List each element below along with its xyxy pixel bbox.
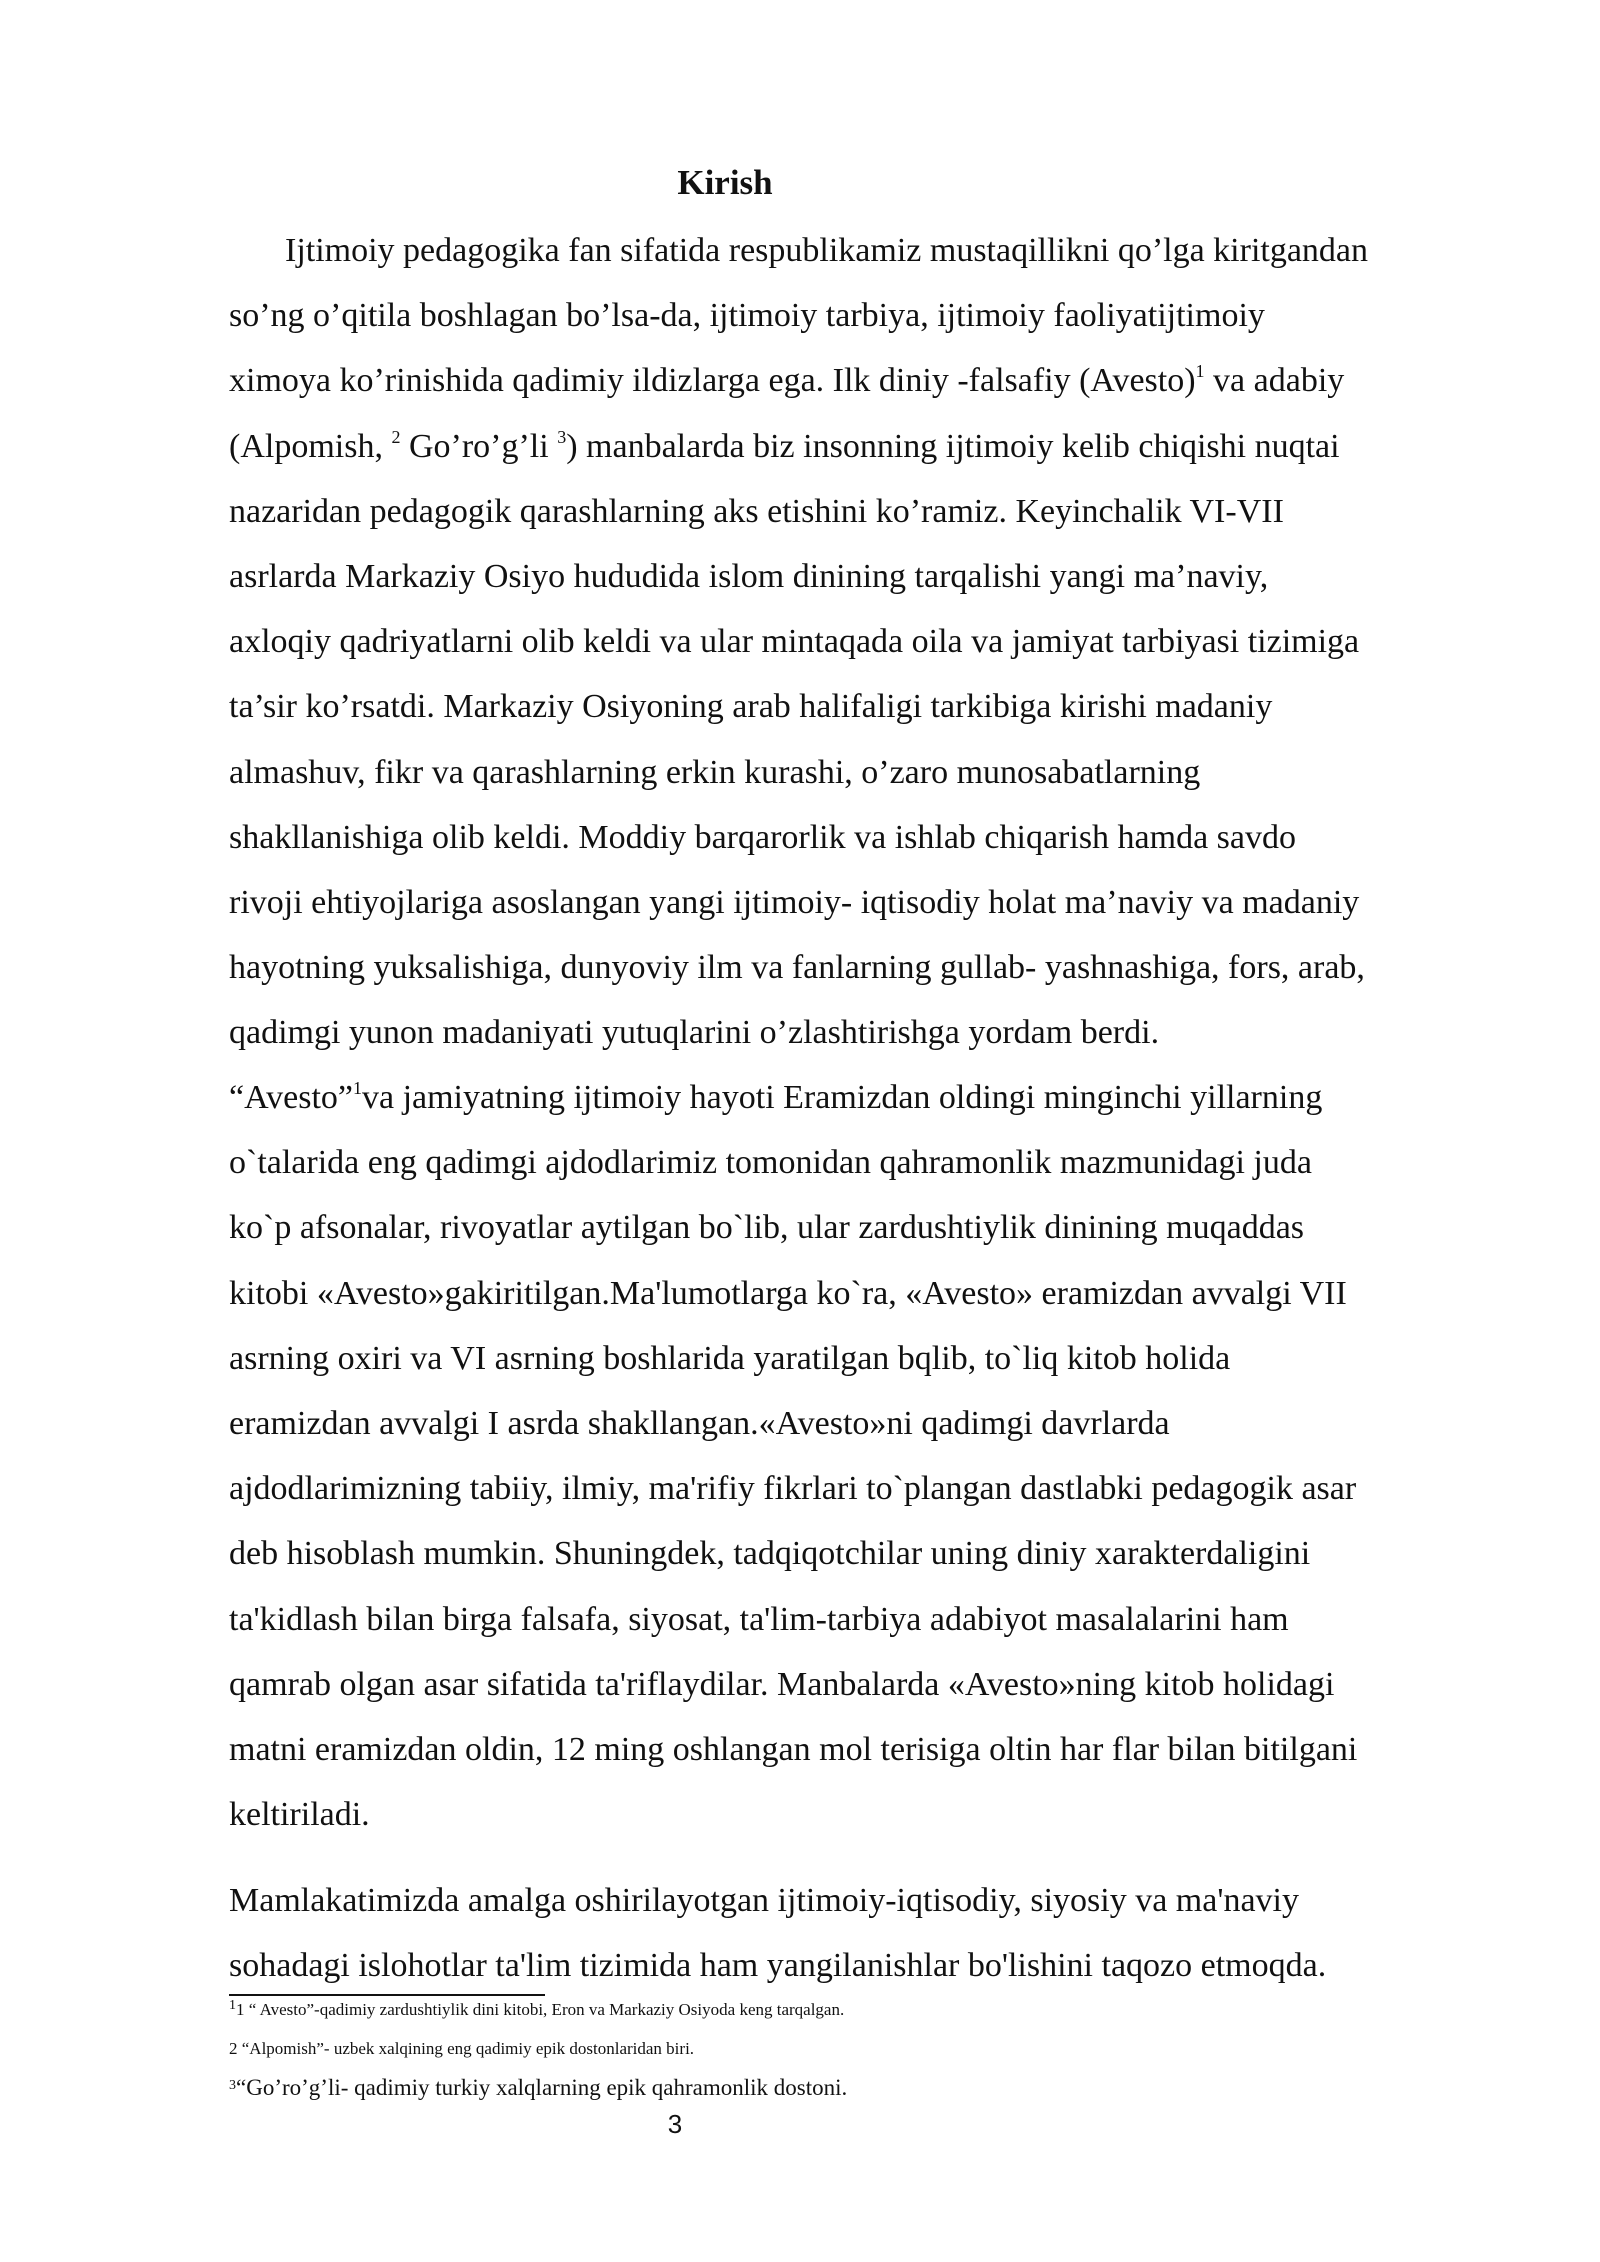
text-line: axloqiy qadriyatlarni olib keldi va ular mintaqada oila va jamiyat tarbiyasi tizimiga xyxy=(229,623,1360,661)
paragraph-avesto xyxy=(229,1065,1499,1847)
text-fragment: “Avesto” xyxy=(229,1079,353,1116)
text-line: ta'kidlash bilan birga falsafa, siyosat, ta'lim-tarbiya adabiyot masalalarini ham xyxy=(229,1600,1289,1638)
paragraph-reforms xyxy=(229,1868,1499,1998)
footnote-mark: 3 xyxy=(229,2078,236,2093)
footnote-ref-2: 2 xyxy=(391,426,401,447)
text-line: deb hisoblash mumkin. Shuningdek, tadqiqotchilar uning diniy xarakterdaligini xyxy=(229,1535,1311,1573)
text-line: ko`p afsonalar, rivoyatlar aytilgan bo`lib, ular zardushtiylik dinining muqaddas xyxy=(229,1209,1305,1247)
text-line: matni eramizdan oldin, 12 ming oshlangan mol terisiga oltin har flar bilan bitilgani xyxy=(229,1731,1358,1769)
text-fragment: Go’ro’g’li xyxy=(400,427,558,465)
footnote-ref-1: 1 xyxy=(352,1078,362,1098)
text-fragment: ximoya ko’rinishida qadimiy ildizlarga ega. Ilk diniy -falsafiy (Avesto) xyxy=(229,362,1196,400)
text-line: rivoji ehtiyojlariga asoslangan yangi ijtimoiy- iqtisodiy holat ma’naviy va madaniy xyxy=(229,884,1360,922)
text-line xyxy=(229,348,1499,413)
text-line: Ijtimoiy pedagogika fan sifatida respublikamiz mustaqillikni qo’lga kiritgandan xyxy=(285,232,1369,269)
text-line xyxy=(229,414,1499,479)
text-line: keltiriladi. xyxy=(229,1796,370,1834)
text-line: eramizdan avvalgi I asrda shakllangan.«Avesto»ni qadimgi davrlarda xyxy=(229,1405,1170,1443)
footnote-separator xyxy=(229,1994,545,1996)
text-fragment: va adabiy xyxy=(1204,362,1345,400)
footnote-text: 2 “Alpomish”- uzbek xalqining eng qadimiy epik dostonlaridan biri. xyxy=(229,2039,695,2058)
paragraph-intro xyxy=(229,218,1499,1066)
footnote-3 xyxy=(229,2074,847,2102)
text-line: qadimgi yunon madaniyati yutuqlarini o’zlashtirishga yordam berdi. xyxy=(229,1014,1160,1052)
footnote-text: “Go’ro’g’li- qadimiy turkiy xalqlarning epik qahramonlik dostoni. xyxy=(236,2075,848,2100)
text-line: sohadagi islohotlar ta'lim tizimida ham yangilanishlar bo'lishini taqozo etmoqda. xyxy=(229,1947,1327,1985)
text-line: hayotning yuksalishiga, dunyoviy ilm va fanlarning gullab- yashnashiga, fors, arab, xyxy=(229,949,1365,987)
footnote-text: 1 “ Avesto”-qadimiy zardushtiylik dini kitobi, Eron va Markaziy Osiyoda keng tarqalgan. xyxy=(236,2000,845,2019)
section-heading: Kirish xyxy=(677,163,773,202)
footnote-ref-1: 1 xyxy=(1195,361,1205,382)
text-line: ajdodlarimizning tabiiy, ilmiy, ma'rifiy fikrlari to`plangan dastlabki pedagogik asar xyxy=(229,1470,1357,1508)
text-fragment: va jamiyatning ijtimoiy hayoti Eramizdan oldingi minginchi yillarning xyxy=(361,1079,1323,1116)
text-line: asrlarda Markaziy Osiyo hududida islom dinining tarqalishi yangi ma’naviy, xyxy=(229,558,1269,596)
text-line: shakllanishiga olib keldi. Moddiy barqarorlik va ishlab chiqarish hamda savdo xyxy=(229,818,1296,856)
text-line: so’ng o’qitila boshlagan bo’lsa-da, ijtimoiy tarbiya, ijtimoiy faoliyatijtimoiy xyxy=(229,297,1265,335)
page-number: 3 xyxy=(667,2109,683,2139)
text-line xyxy=(229,1065,1499,1130)
text-line: o`talarida eng qadimgi ajdodlarimiz tomonidan qahramonlik mazmunidagi juda xyxy=(229,1144,1312,1182)
text-fragment: (Alpomish, xyxy=(229,427,392,465)
footnote-2 xyxy=(229,2038,694,2060)
text-line: kitobi «Avesto»gakiritilgan.Ma'lumotlarga ko`ra, «Avesto» eramizdan avvalgi VII xyxy=(229,1274,1347,1312)
text-fragment: ) manbalarda biz insonning ijtimoiy kelib chiqishi nuqtai xyxy=(566,427,1340,465)
text-line: almashuv, fikr va qarashlarning erkin kurashi, o’zaro munosabatlarning xyxy=(229,753,1201,791)
footnote-mark: 1 xyxy=(229,1998,236,2013)
text-line: Mamlakatimizda amalga oshirilayotgan ijtimoiy-iqtisodiy, siyosiy va ma'naviy xyxy=(229,1882,1300,1919)
footnote-ref-3: 3 xyxy=(557,426,567,447)
text-line: asrning oxiri va VI asrning boshlarida yaratilgan bqlib, to`liq kitob holida xyxy=(229,1339,1231,1377)
footnote-1 xyxy=(229,1999,844,2021)
text-line: qamrab olgan asar sifatida ta'riflaydilar. Manbalarda «Avesto»ning kitob holidagi xyxy=(229,1665,1335,1703)
text-line: ta’sir ko’rsatdi. Markaziy Osiyoning arab halifaligi tarkibiga kirishi madaniy xyxy=(229,688,1273,726)
text-line: nazaridan pedagogik qarashlarning aks etishini ko’ramiz. Keyinchalik VI-VII xyxy=(229,492,1284,530)
